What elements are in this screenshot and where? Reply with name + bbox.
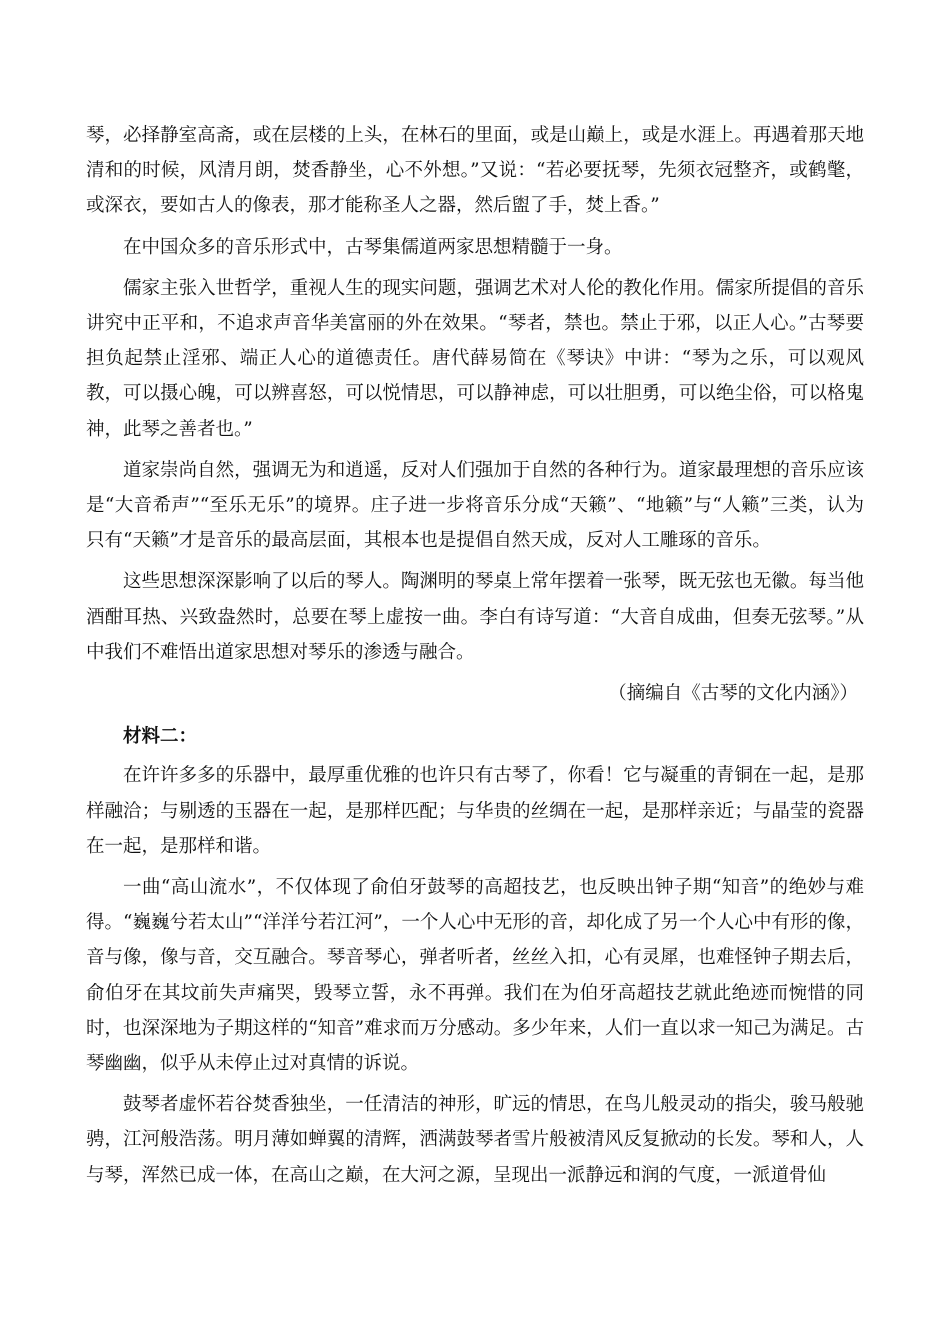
material1-paragraph-5: 这些思想深深影响了以后的琴人。陶渊明的琴桌上常年摆着一张琴，既无弦也无徽。每当他酒酣耳热、兴致盎然时，总要在琴上虚按一曲。李白有诗写道：“大音自成曲，但奏无弦琴。”从中我们不难悟出道家思想对琴乐的渗透与融合。 bbox=[86, 571, 864, 663]
material2-paragraph-1: 在许许多多的乐器中，最厚重优雅的也许只有古琴了，你看！它与凝重的青铜在一起，是那样融洽；与剔透的玉器在一起，是那样匹配；与华贵的丝绸在一起，是那样亲近；与晶莹的瓷器在一起，是那样和谐。 bbox=[86, 765, 864, 857]
material2-paragraph-2: 一曲“高山流水”，不仅体现了俞伯牙鼓琴的高超技艺，也反映出钟子期“知音”的绝妙与难得。“巍巍兮若太山”“洋洋兮若江河”，一个人心中无形的音，却化成了另一个人心中有形的像，音与像，像与音，交互融合。琴音琴心，弹者听者，丝丝入扣，心有灵犀，也难怪钟子期去后，俞伯牙在其坟前失声痛哭，毁琴立誓，永不再弹。我们在为伯牙高超技艺就此绝迹而惋惜的同时，也深深地为子期这样的“知音”难求而万分感动。多少年来，人们一直以求一知己为满足。古琴幽幽，似乎从未停止过对真情的诉说。 bbox=[86, 877, 864, 1075]
material1-paragraph-2: 在中国众多的音乐形式中，古琴集儒道两家思想精髓于一身。 bbox=[123, 236, 623, 258]
material2-paragraph-3: 鼓琴者虚怀若谷焚香独坐，一任清洁的神形，旷远的情思，在鸟儿般灵动的指尖，骏马般驰骋，江河般浩荡。明月薄如蝉翼的清辉，洒满鼓琴者雪片般被清风反复掀动的长发。琴和人，人与琴，浑然已成一体，在高山之巅，在大河之源，呈现出一派静远和润的气度，一派道骨仙 bbox=[86, 1094, 864, 1186]
material1-paragraph-4: 道家崇尚自然，强调无为和逍遥，反对人们强加于自然的各种行为。道家最理想的音乐应该是“大音希声”“至乐无乐”的境界。庄子进一步将音乐分成“天籁”、“地籁”与“人籁”三类，认为只有“天籁”才是音乐的最高层面，其根本也是提倡自然天成，反对人工雕琢的音乐。 bbox=[86, 459, 864, 552]
material1-paragraph-3: 儒家主张入世哲学，重视人生的现实问题，强调艺术对人伦的教化作用。儒家所提倡的音乐讲究中正平和，不追求声音华美富丽的外在效果。“琴者，禁也。禁止于邪，以正人心。”古琴要担负起禁止淫邪、端正人心的道德责任。唐代薛易简在《琴诀》中讲：“琴为之乐，可以观风教，可以摄心魄，可以辨喜怒，可以悦情思，可以静神虑，可以壮胆勇，可以绝尘俗，可以格鬼神，此琴之善者也。” bbox=[86, 277, 864, 440]
document-page bbox=[86, 118, 864, 1199]
material1-source-citation: （摘编自《古琴的文化内涵》） bbox=[608, 683, 858, 705]
material1-paragraph-1: 琴，必择静室高斋，或在层楼的上头，在林石的里面，或是山巅上，或是水涯上。再遇着那天地清和的时候，风清月朗，焚香静坐，心不外想。”又说：“若必要抚琴，先须衣冠整齐，或鹤氅，或深衣，要如古人的像表，那才能称圣人之器，然后盥了手，焚上香。” bbox=[86, 125, 864, 217]
material2-heading: 材料二： bbox=[123, 726, 198, 748]
